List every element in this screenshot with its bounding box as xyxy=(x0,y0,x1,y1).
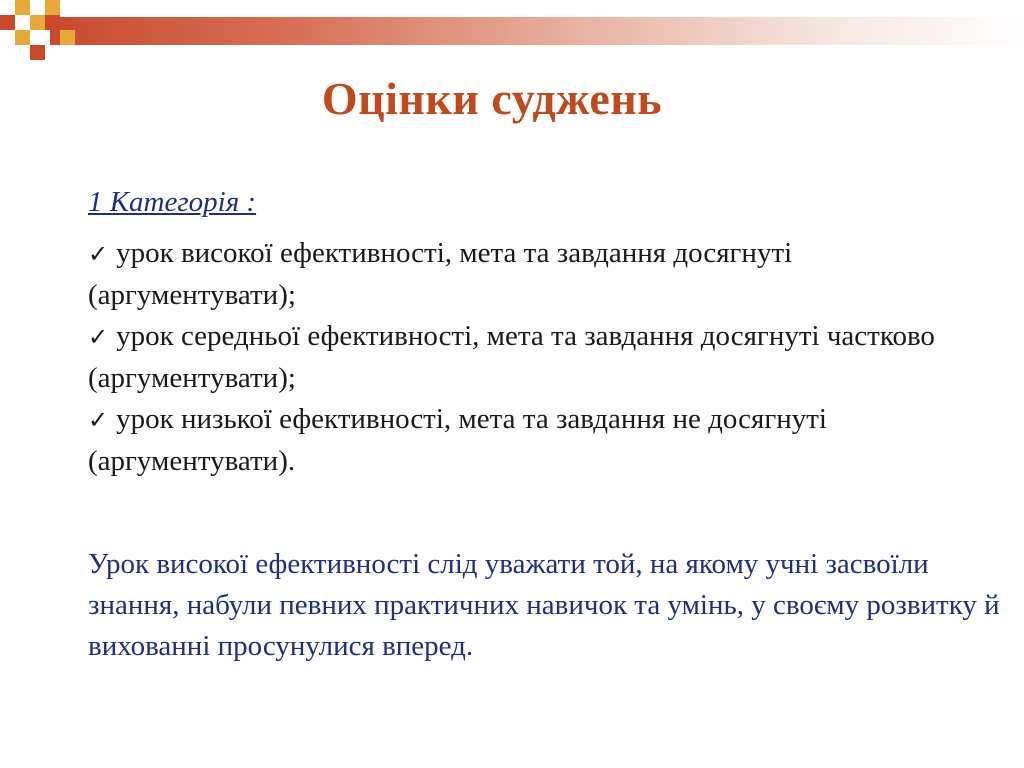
slide-title: Оцінки суджень xyxy=(321,73,663,124)
decor-square xyxy=(30,15,45,30)
decor-square xyxy=(0,15,15,30)
decor-square xyxy=(45,0,60,15)
list-item-text: урок високої ефективності, мета та завдання досягнуті (аргументувати); xyxy=(88,237,793,311)
decor-square xyxy=(45,15,60,30)
category-label: 1 Категорія : xyxy=(88,186,257,218)
summary-paragraph: Урок високої ефективності слід уважати той, на якому учні засвоїли знання, набули певних практичних навичок та умінь, у своєму розвитку й вихованні просунулися вперед. xyxy=(88,548,1000,662)
list-item-text: урок середньої ефективності, мета та завдання досягнуті частково (аргументувати); xyxy=(88,320,935,394)
decor-square xyxy=(30,45,45,60)
list-item xyxy=(88,233,988,316)
list-item-text: урок низької ефективності, мета та завдання не досягнуті (аргументувати). xyxy=(88,403,827,477)
list-item xyxy=(88,316,988,399)
criteria-list xyxy=(88,233,988,482)
checkmark-icon: ✓ xyxy=(88,323,109,351)
checkmark-icon: ✓ xyxy=(88,240,109,268)
header-gradient-bar xyxy=(50,17,1024,45)
decor-square xyxy=(15,30,30,45)
decor-square xyxy=(15,0,30,15)
checkmark-icon: ✓ xyxy=(88,406,109,434)
list-item xyxy=(88,399,988,482)
decor-square xyxy=(60,30,75,45)
